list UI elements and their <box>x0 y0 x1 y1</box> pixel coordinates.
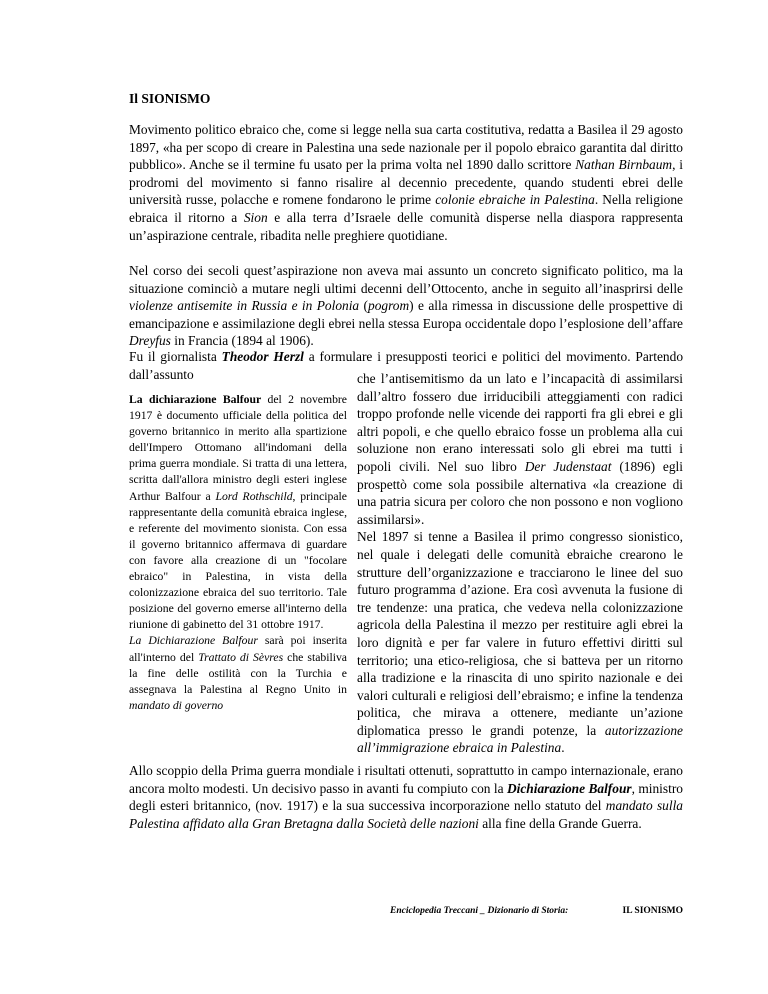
text: , ministro degli esteri britannico, (nov. 1917) e la sua successiva incorporazione nello statuto del <box>129 780 683 814</box>
italic-term: Sion <box>243 209 268 225</box>
text: Nel corso dei secoli quest’aspirazione non aveva mai assunto un concreto significato politico, ma la situazione cominciò a mutare negli ultimi decenni dell’Ottocento, anche in seguito all’inasprirsi delle <box>129 263 683 296</box>
text: . Nella religione ebraica il ritorno a <box>129 192 683 225</box>
main-column <box>357 370 683 757</box>
footer-source: Enciclopedia Treccani _ Dizionario di Storia: <box>390 906 569 916</box>
sidebar-box <box>129 392 347 714</box>
text: Allo scoppio della Prima guerra mondiale i risultati ottenuti, soprattutto in campo internazionale, erano ancora molto modesti. Un decisivo passo in avanti fu compiuto con la <box>129 763 683 796</box>
text: ( <box>359 298 368 314</box>
text: e alla terra d’Israele delle comunità disperse nella diaspora rappresenta un’aspirazione centrale, ribadita nelle preghiere quotidiane. <box>129 209 684 243</box>
bold-name: Theodor Herzl <box>221 349 304 364</box>
text: , i prodromi del movimento si fanno risalire al decennio precedente, quando studenti ebrei delle università russe, polacche e romene fondarono le prime <box>129 157 683 208</box>
paragraph-herzl-cont <box>357 370 683 528</box>
text: , principale rappresentante della comunità ebraica inglese, e referente del movimento sionista. Con essa il governo britannico affermava di guardare con favore alla creazione di un "focolare ebraico" in Palestina, in vista della colonizzazione ebraica del suo territorio. Tale posizione del governo emerse all'interno della riunione di gabinetto del 31 ottobre 1917. <box>129 489 347 632</box>
footer-tag: IL SIONISMO <box>622 906 683 916</box>
page-footer <box>390 906 683 916</box>
text: Movimento politico ebraico che, come si legge nella sua carta costitutiva, redatta a Basilea il 29 agosto 1897, «ha per scopo di creare in Palestina una sede nazionale per il popolo ebraico garantita dal diritto pubblico». Anche se il termine fu usato per la prima volta nel 1890 dallo scrittore <box>129 122 683 173</box>
sidebar-paragraph <box>129 392 347 633</box>
italic-term: La Dichiarazione Balfour <box>129 634 258 648</box>
bold-term: Dichiarazione Balfour <box>506 780 632 796</box>
paragraph-history <box>129 262 683 350</box>
italic-term: autorizzazione all’immigrazione ebraica in Palestina <box>357 722 683 756</box>
italic-term: mandato sulla Palestina affidato alla Gran Bretagna dalla Società delle nazioni <box>129 798 683 831</box>
italic-term: Trattato di Sèvres <box>198 650 284 664</box>
text: Nel 1897 si tenne a Basilea il primo congresso sionistico, nel quale i delegati delle comunità ebraiche crearono le strutture dell’organizzazione e tracciarono le linee del suo futuro programma d’azione. Era così avvenuta la fusione di tre tendenze: una pratica, che vedeva nella colonizzazione agricola della Palestina il mezzo per restituire agli ebrei la loro dignità e per far valere in futuro effettivi diritti sul territorio; una etico-religiosa, che si batteva per un ritorno alla tradizione e la rinascita di uno spirito nazionale e dei valori culturali e religiosi dell’ebraismo; e infine la tendenza politica, che mirava a ottenere, mediante un’azione diplomatica presso le grandi potenze, la <box>357 529 683 738</box>
italic-title: Der Judenstaat <box>524 458 612 474</box>
sidebar-paragraph <box>129 633 347 713</box>
italic-term: mandato di governo <box>129 698 224 712</box>
italic-term: colonie ebraiche in Palestina <box>435 192 595 208</box>
bold-term: La dichiarazione Balfour <box>129 393 262 406</box>
text: che stabiliva la fine delle ostilità con la Turchia e assegnava la Palestina al Regno Unito in <box>129 650 347 696</box>
text: Fu il giornalista <box>129 349 222 364</box>
text: ) e alla rimessa in discussione delle prospettive di emancipazione e assimilazione degli ebrei nella stessa Europa occidentale dopo l’esplosione dell’affare <box>129 298 684 331</box>
italic-term: Dreyfus <box>129 333 171 349</box>
text: a formulare i presupposti teorici e politici del movimento. Partendo dall’assunto <box>129 349 684 382</box>
text: in Francia (1894 al 1906). <box>170 333 314 349</box>
text: sarà poi inserita all'interno del <box>129 634 348 664</box>
paragraph-intro <box>129 121 683 244</box>
text: del 2 novembre 1917 è documento ufficiale della politica del governo britannico in merito alla spartizione dell'Impero Ottomano all'indomani della prima guerra mondiale. Si tratta di una lettera, scritta dall'allora ministro degli esteri inglese Arthur Balfour a <box>129 393 347 503</box>
paragraph-balfour <box>129 762 683 832</box>
italic-term: pogrom <box>368 298 410 314</box>
text: alla fine della Grande Guerra. <box>478 815 642 831</box>
document-title: Il SIONISMO <box>129 91 211 106</box>
paragraph-congress <box>357 528 683 757</box>
italic-name: Lord Rothschild <box>215 489 293 503</box>
italic-name: Nathan Birnbaum <box>575 157 673 173</box>
text: (1896) egli prospettò come sola possibile alternativa «la creazione di una patria sicura per coloro che non possono e non vogliono assimilarsi». <box>357 458 683 527</box>
italic-term: violenze antisemite in Russia e in Polonia <box>129 298 360 314</box>
text: . <box>561 740 565 756</box>
text: che l’antisemitismo da un lato e l’incapacità di assimilarsi dall’altro fossero due irriducibili atteggiamenti con radici troppo profonde nelle vicende dei rapporti fra gli ebrei e gli altri popoli, e che quello ebraico fosse un problema alla cui soluzione non erano interessati solo gli ebrei ma tutti i popoli civili. Nel suo libro <box>357 371 683 474</box>
